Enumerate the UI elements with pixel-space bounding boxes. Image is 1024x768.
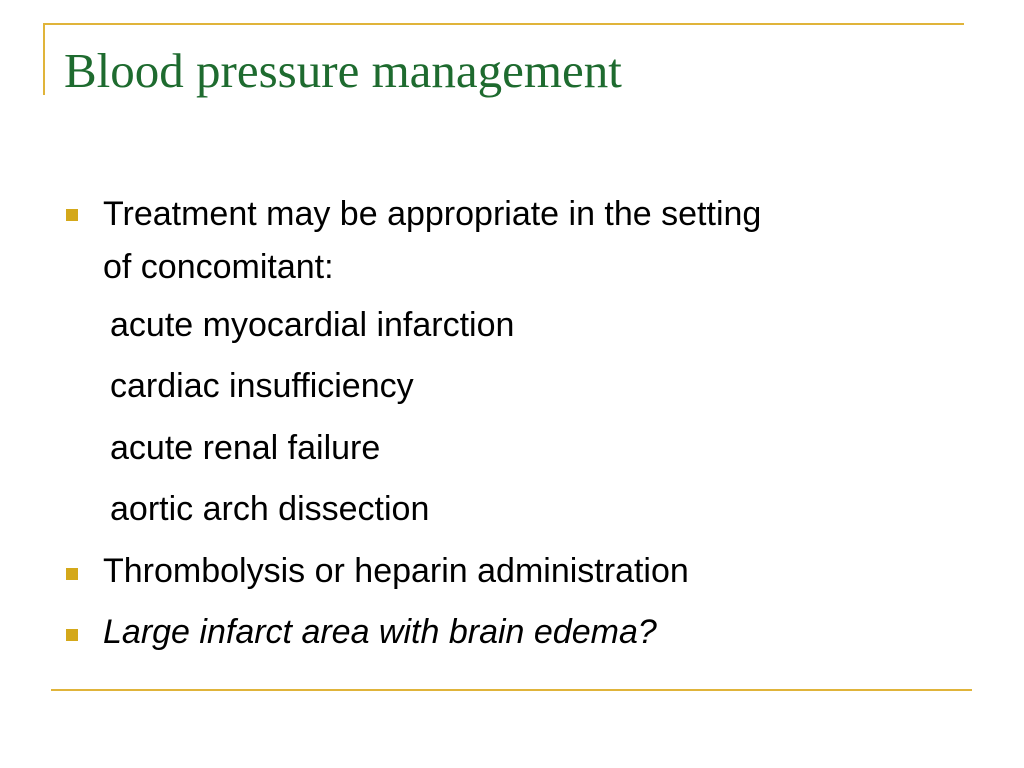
square-bullet-icon bbox=[66, 629, 78, 641]
bullet-2-text: Thrombolysis or heparin administration bbox=[103, 552, 689, 590]
bullet-3-text: Large infarct area with brain edema? bbox=[103, 613, 657, 651]
subitem-2: cardiac insufficiency bbox=[110, 367, 414, 405]
bullet-1-line-1: Treatment may be appropriate in the setting bbox=[103, 195, 762, 233]
bottom-rule bbox=[51, 689, 972, 691]
square-bullet-icon bbox=[66, 568, 78, 580]
subitem-4: aortic arch dissection bbox=[110, 490, 430, 528]
square-bullet-icon bbox=[66, 209, 78, 221]
subitem-3: acute renal failure bbox=[110, 429, 381, 467]
subitem-1: acute myocardial infarction bbox=[110, 306, 515, 344]
bullet-1-line-2: of concomitant: bbox=[103, 248, 334, 286]
slide-title: Blood pressure management bbox=[64, 43, 622, 98]
